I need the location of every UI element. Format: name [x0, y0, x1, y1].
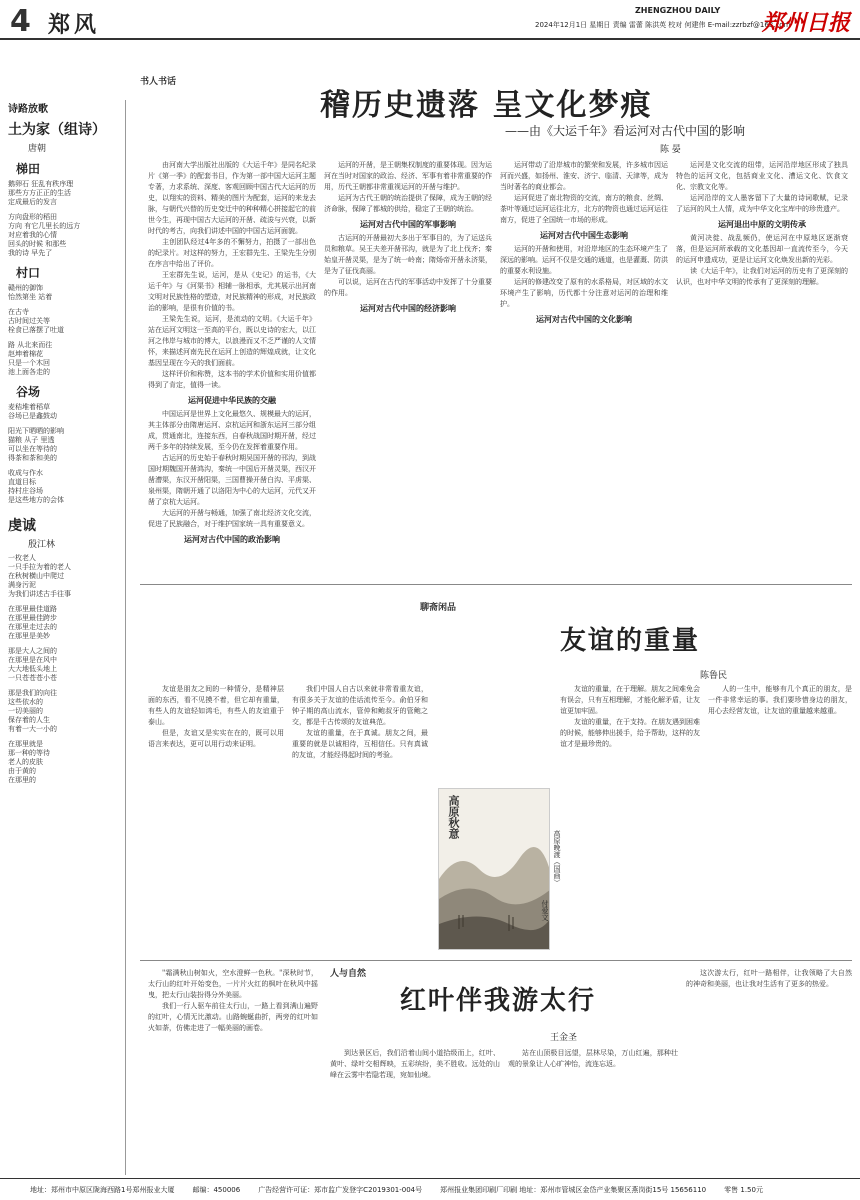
article1-paragraph: 运河的开凿，是王朝集权制度的重要体现。因为运河在当时对国家的政治、经济、军事有着非常重要的作用，历代王朝都非常重视运河的开凿与维护。	[324, 161, 492, 191]
poem-line: 有着一大一小的	[8, 725, 57, 733]
article1-section-heading: 运河促进中华民族的交融	[188, 396, 276, 405]
poem-line: 在那里是美妙	[8, 632, 50, 640]
article2-paragraph: 我们中国人自古以来就非常看重友谊，有很多关于友谊的佳话流传至今。俞伯牙和钟子期的高山流水，管仲和鲍叔牙的管鲍之交，都是千古传颂的友谊典范。	[292, 685, 428, 726]
article1-paragraph: 运河的修建改变了原有的水系格局，对区域的水文环境产生了影响，历代都十分注意对运河的治理和维护。	[500, 278, 668, 308]
article3-column-2	[330, 1048, 500, 1173]
article1-column-4	[676, 160, 848, 580]
poem-line: 在秋树横山中爬过	[8, 572, 64, 580]
poem-line: 在那里是在风中	[8, 656, 57, 664]
poem-author: 唐朝	[28, 144, 47, 154]
article1-column-3	[500, 160, 668, 580]
article3-paragraph: 我们一行人驱车前往太行山，一路上看到满山遍野的红叶，心情无比激动。山路蜿蜒曲折，两旁的红叶如火如荼，仿佛走进了一幅美丽的画卷。	[148, 1002, 318, 1032]
poem-line: 麦秸堆着稻草	[8, 403, 50, 411]
poem-line: 猫粮 从子 里透	[8, 436, 55, 444]
article2-author: 陈鲁民	[700, 671, 728, 681]
article1-section-heading: 运河对古代中国生态影响	[540, 231, 628, 240]
poem-line: 由于黄的	[8, 767, 36, 775]
article3-paragraph: 到达景区后，我们沿着山间小道拾级而上，红叶、黄叶、绿叶交相辉映，五彩缤纷，美不胜收。远处的山峰在云雾中若隐若现，宛如仙境。	[330, 1049, 500, 1079]
article1-paragraph: 王宏群先生说，运河，是从《史记》的运书，《大运千年》与《河渠书》相辅一脉相承，尤其展示出河南文明对民族性格的塑造，对民族精神的形成，对民族政治的影响，是很有价值的书。	[148, 271, 316, 312]
poem-line: 一只手拉为着的老人	[8, 563, 71, 571]
section-name: 郑风	[48, 12, 101, 38]
article1-column-tag: 书人书话	[140, 77, 177, 87]
article1-paragraph: 大运河的开凿与畅通，加强了南北经济文化交流，促进了民族融合，对于维护国家统一具有重要意义。	[148, 509, 316, 528]
article2-column-1	[148, 684, 284, 954]
article1-paragraph: 运河促进了南北物资的交流，南方的粮食、丝绸、茶叶等通过运河运往北方，北方的物资也通过运河运往南方，促进了全国统一市场的形成。	[500, 194, 668, 224]
article1-paragraph: 黄河决徙、战乱频仍，使运河在中原地区逐渐衰落，但是运河所承载的文化基因却一直流传至今，今天的运河申遗成功，更是让运河文化焕发出新的光彩。	[676, 234, 848, 264]
poem-line: 路 从北来而往	[8, 341, 53, 349]
article2-paragraph: 友谊的重量，在于真诚。朋友之间，最重要的就是以诚相待，互相信任。只有真诚的友谊，才能经得起时间的考验。	[292, 729, 428, 759]
article1-paragraph: 古运河的开凿最初大多出于军事目的，为了运送兵员和粮草。吴王夫差开凿邗沟，就是为了北上伐齐；秦始皇开凿灵渠，是为了统一岭南；隋炀帝开凿永济渠，是为了征伐高丽。	[324, 234, 492, 275]
poem-line: 持村庄谷场	[8, 487, 43, 495]
painting-caption: 高原晚渡（国画）	[553, 830, 561, 886]
article1-paragraph: 运河是文化交流的纽带，运河沿岸地区形成了独具特色的运河文化，包括商业文化、漕运文化、饮食文化、宗教文化等。	[676, 161, 848, 191]
masthead	[0, 0, 860, 40]
article1-section-heading: 运河退出中原的文明传承	[718, 220, 806, 229]
article1-paragraph: 运河的开凿和使用，对沿岸地区的生态环境产生了深远的影响。运河不仅是交通的通道，也是灌溉、防洪的重要水利设施。	[500, 245, 668, 275]
article1-paragraph: 古运河的历史始于春秋时期吴国开凿的邗沟，到战国时期魏国开凿鸿沟，秦统一中国后开凿灵渠，西汉开凿漕渠，东汉开凿阳渠，三国曹操开凿白沟、平虏渠、泉州渠，隋朝开通了以洛阳为中心的大运河，元代又开凿了京杭大运河。	[148, 454, 316, 506]
second-poem-title: 虔诚	[8, 518, 36, 534]
article2-paragraph: 友谊的重量，在于理解。朋友之间难免会有误会，只有互相理解，才能化解矛盾，让友谊更加牢固。	[560, 685, 700, 715]
poem-line: 我的诗 早先了	[8, 249, 53, 257]
painting-artist: 付爱文	[541, 900, 549, 921]
second-poem-body	[8, 554, 125, 785]
poem-line: 栓食已落摆了吐道	[8, 326, 64, 334]
poem-section-title: 村口	[16, 266, 41, 280]
article1-column-1	[148, 160, 316, 580]
article3-paragraph: 站在山顶极目远望，层林尽染，万山红遍，那种壮观的景象让人心旷神怡，流连忘返。	[508, 1049, 678, 1068]
article1-author: 陈 晏	[660, 145, 681, 155]
date-line: 2024年12月1日 星期日 责编 雷蕾 陈洪英 校对 何建伟 E-mail:zzrbzf@163.com	[535, 21, 791, 29]
article1-paragraph: 主创团队经过4年多的不懈努力，拍摄了一部出色的纪录片。对这样的努力，王宏群先生、王梁先生分别在序言中给出了评价。	[148, 238, 316, 268]
poem-line: 古时间过关等	[8, 317, 50, 325]
footer-address: 地址：郑州市中原区陇海西路1号郑州报业大厦	[30, 1185, 175, 1194]
article3-column-3	[508, 1048, 678, 1173]
article1-paragraph: 运河带动了沿岸城市的繁荣和发展，许多城市因运河而兴盛，如扬州、淮安、济宁、临清、天津等，成为当时著名的商业都会。	[500, 161, 668, 191]
article1-section-heading: 运河对古代中国的经济影响	[360, 304, 456, 313]
poem-line: 保存着的人生	[8, 716, 50, 724]
poem-line: 池上面各走的	[8, 368, 50, 376]
article1-title: 稽历史遗落 呈文化梦痕	[320, 88, 653, 123]
poem-line: 在那里最佳跨步	[8, 614, 57, 622]
article2-paragraph: 但是，友谊又是实实在在的，既可以用语言来表达，更可以用行动来证明。	[148, 729, 284, 748]
article2-column-tag: 聊斋闲品	[420, 603, 457, 613]
article1-paragraph: 中国运河是世界上文化最悠久、规模最大的运河，其主体部分由隋唐运河、京杭运河和浙东运河三部分组成，贯通南北，连接东西，自春秋战国时期开凿，经过两千多年的持续发展，至今仍在发挥着重要作用。	[148, 410, 316, 451]
article1-paragraph: 可以说，运河在古代的军事活动中发挥了十分重要的作用。	[324, 278, 492, 297]
poem-line: 这些依水的	[8, 698, 43, 706]
article3-column-4	[686, 968, 852, 1173]
poem-line: 谷场已是鑫鼓动	[8, 412, 57, 420]
poem-line: 大大地低头地上	[8, 665, 57, 673]
poem-section-title: 梯田	[16, 162, 41, 176]
poem-line: 那是我们的向往	[8, 689, 57, 697]
page-number: 4	[10, 4, 31, 39]
poem-line: 一切美丽的	[8, 707, 43, 715]
article2-column-3	[560, 684, 700, 954]
poem-line: 回头的时候 和那些	[8, 240, 67, 248]
poem-line: 在古寺	[8, 308, 29, 316]
poem-line: 一只苍苍苍小苍	[8, 674, 57, 682]
article1-paragraph: 王梁先生说，运河，是流动的文明。《大运千年》站在运河文明这一至高的平台，既以史诗的宏大，以江河之伟岸与城市的博大，以浪漫而又不乏严谨的人文情怀，来描述河南先民在运河上创造的辉煌成就，让文化基因呈现在今天的我们面前。	[148, 315, 316, 367]
article3-author: 王金圣	[550, 1033, 578, 1043]
poem-line: 定成最后的发言	[8, 198, 57, 206]
poem-line: 老人的皮肤	[8, 758, 43, 766]
poem-title: 土为家（组诗）	[8, 122, 106, 138]
poem-line: 得茶和茶和美的	[8, 454, 57, 462]
poem-line: 怡然第坐 站着	[8, 293, 53, 301]
article1-section-heading: 运河对古代中国的政治影响	[184, 535, 280, 544]
section-divider	[140, 584, 852, 585]
article1-paragraph: 这样评价和称赞，这本书的学术价值和实用价值都得到了肯定，值得一读。	[148, 370, 316, 389]
poetry-sidebar	[8, 100, 126, 1175]
article2-paragraph: 友谊是朋友之间的一种情分，是精神层面的东西，看不见摸不着，但它却有重量，有些人的友谊轻如鸿毛，有些人的友谊重于泰山。	[148, 685, 284, 726]
article2-paragraph: 人的一生中，能够有几个真正的朋友，是一件非常幸运的事。我们要珍惜身边的朋友，用心去经营友谊，让友谊的重量越来越重。	[708, 685, 852, 715]
article1-subtitle: ——由《大运千年》看运河对古代中国的影响	[505, 124, 746, 138]
article1-column-2	[324, 160, 492, 580]
poem-line: 那一种的等待	[8, 749, 50, 757]
article1-section-heading: 运河对古代中国的文化影响	[536, 315, 632, 324]
poem-line: 是这些地方的会体	[8, 496, 64, 504]
poem-line: 对应着我的心情	[8, 231, 57, 239]
article1-paragraph: 运河为古代王朝的统治提供了保障，成为王朝的经济命脉，保障了都城的供给，稳定了王朝的统治。	[324, 194, 492, 213]
article1-paragraph: 读《大运千年》，让我们对运河的历史有了更深刻的认识，也对中华文明的传承有了更深刻的理解。	[676, 267, 848, 286]
sidebar-column-title: 诗路放歌	[8, 104, 48, 115]
landscape-painting	[438, 788, 550, 950]
poem-line: 赣州的御饰	[8, 284, 43, 292]
poem-line: 那些方方正正的生活	[8, 189, 71, 197]
poem-line: 那是大人之间的	[8, 647, 57, 655]
poem-line: 一枚老人	[8, 554, 36, 562]
poem-line: 方向 有它几里长的远方	[8, 222, 81, 230]
footer-ad-license: 广告经营许可证：郑市监广发登字C2019301-004号	[258, 1185, 423, 1194]
second-poem-author: 殷江林	[28, 540, 56, 550]
poem-line: 方向盘形的稻田	[8, 213, 57, 221]
section-divider-2	[140, 960, 852, 961]
article1-paragraph: 由河南大学出版社出版的《大运千年》是同名纪录片《第一季》的配套书目，作为第一部中国大运河主题专著，力求系统、深度、客观回顾中国古代大运河的历史，以翔实的资料、精美的图片为配套，运河的来龙去脉，与朝代兴替的历史变迁中的种种精心拼接起它的前世今生，再现中国古大运河的开凿、疏浚与兴衰，以新时代的考古，向我们讲述中国的中国古运河面貌。	[148, 161, 316, 235]
article2-column-4	[708, 684, 852, 954]
poem-line: 在那里最佳道路	[8, 605, 57, 613]
article3-column-tag: 人与自然	[330, 969, 367, 979]
poem-line: 在那里走过去的	[8, 623, 57, 631]
poem-line: 在那里的	[8, 776, 36, 784]
article2-paragraph: 友谊的重量，在于支持。在朋友遇到困难的时候，能够伸出援手，给予帮助，这样的友谊才是最珍贵的。	[560, 718, 700, 748]
footer-postcode: 邮编：450006	[192, 1185, 241, 1194]
newspaper-logo: 郑州日报	[761, 10, 850, 36]
poem-line: 阳光下晒晒的影响	[8, 427, 64, 435]
poem-line: 只是一个木回	[8, 359, 50, 367]
painting-inscription: 高原秋意	[447, 795, 460, 839]
poem-line: 为我们讲述古手往事	[8, 590, 71, 598]
article2-title: 友谊的重量	[560, 626, 701, 656]
poem-line: 直道目标	[8, 478, 36, 486]
poem-line: 可以坐在等待的	[8, 445, 57, 453]
poem-section-title: 谷场	[16, 385, 41, 399]
article3-title: 红叶伴我游太行	[400, 986, 597, 1016]
poem-line: 满身污泥	[8, 581, 36, 589]
article1-paragraph: 运河沿岸的文人墨客留下了大量的诗词歌赋，记录了运河的风土人情，成为中华文化宝库中的珍贵遗产。	[676, 194, 848, 213]
poem-sections	[8, 160, 125, 505]
article3-column-1	[148, 968, 318, 1173]
poem-line: 赵坤着棉花	[8, 350, 43, 358]
article1-section-heading: 运河对古代中国的军事影响	[360, 220, 456, 229]
article3-paragraph: "霜满秋山树如火，空水澄鲜一色秋。"深秋时节，太行山的红叶开始变色，一片片火红的枫叶在秋风中摇曳，把太行山装扮得分外美丽。	[148, 969, 318, 999]
article2-column-2	[292, 684, 428, 954]
footer	[0, 1178, 860, 1200]
footer-printer: 郑州报业集团印刷厂印刷 地址：郑州市管城区金岱产业集聚区燕岗街15号 15656110	[440, 1185, 707, 1194]
article3-paragraph: 这次游太行，红叶一路相伴，让我领略了大自然的神奇和美丽，也让我对生活有了更多的热爱。	[686, 969, 852, 988]
poem-line: 收成与作水	[8, 469, 43, 477]
paper-name-english: ZHENGZHOU DAILY	[635, 6, 721, 15]
poem-line: 鹅卵石 狂乱有秩序理	[8, 180, 74, 188]
poem-line: 在那里就是	[8, 740, 43, 748]
footer-price: 零售 1.50元	[724, 1185, 763, 1194]
